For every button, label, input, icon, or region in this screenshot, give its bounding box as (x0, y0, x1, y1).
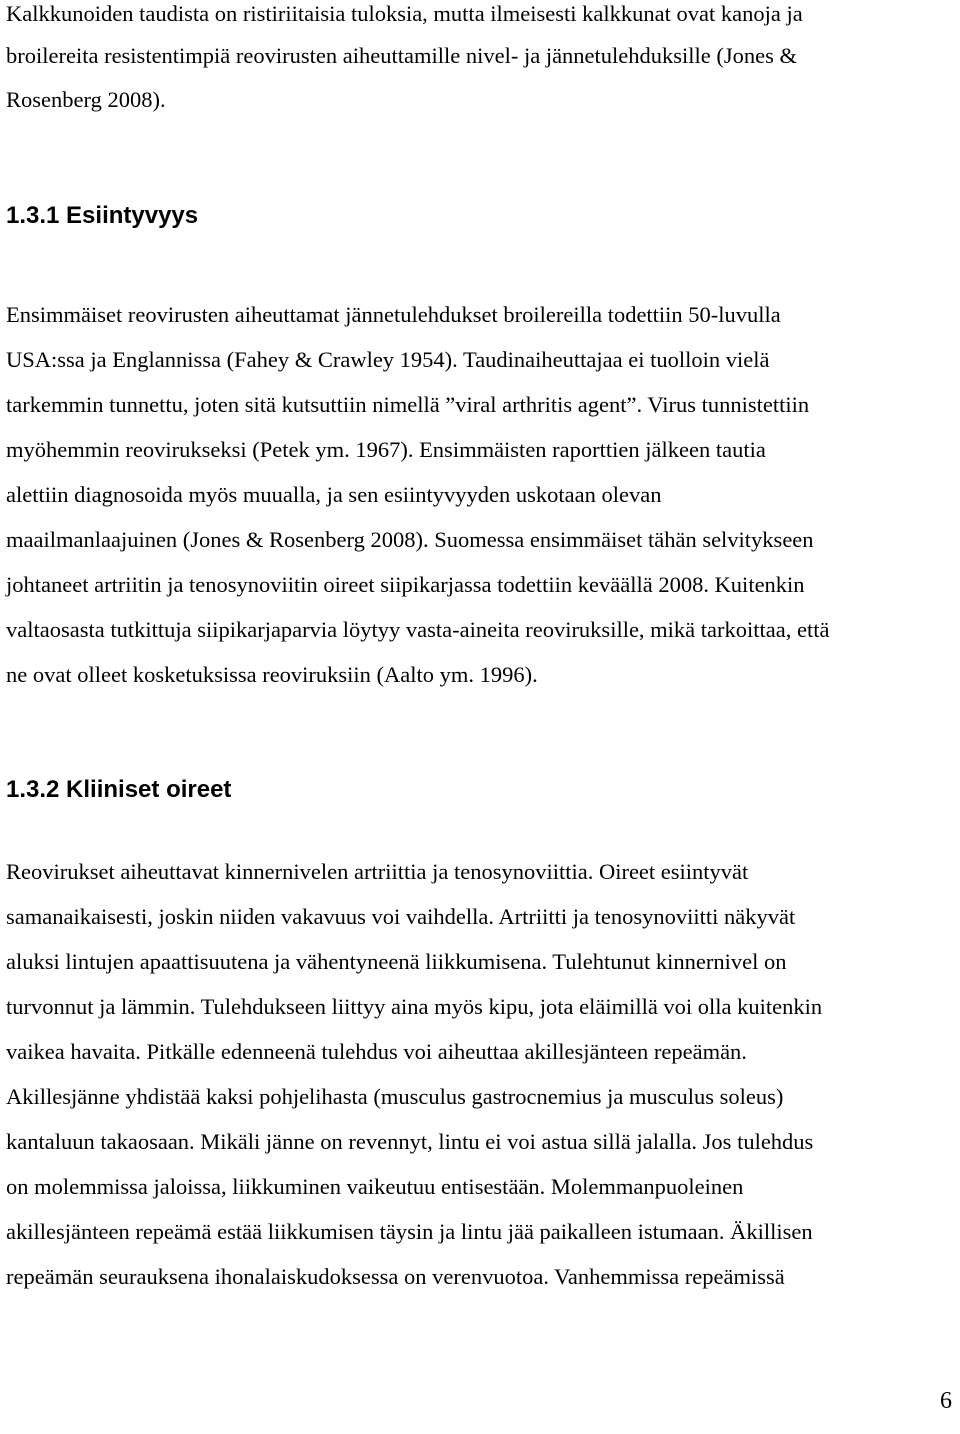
paragraph-line: turvonnut ja lämmin. Tulehdukseen liittyy aina myös kipu, jota eläimillä voi olla kuitenkin (6, 994, 823, 1019)
paragraph-line: Ensimmäiset reovirusten aiheuttamat jännetulehdukset broilereilla todettiin 50-luvulla (6, 302, 781, 327)
paragraph-line: ne ovat olleet kosketuksissa reoviruksiin (Aalto ym. 1996). (6, 662, 538, 687)
paragraph-line: Akillesjänne yhdistää kaksi pohjelihasta (musculus gastrocnemius ja musculus soleus) (6, 1084, 784, 1109)
paragraph-line: vaikea havaita. Pitkälle edenneenä tulehdus voi aiheuttaa akillesjänteen repeämän. (6, 1039, 747, 1064)
paragraph-line: samanaikaisesti, joskin niiden vakavuus voi vaihdella. Artriitti ja tenosynoviitti näkyvät (6, 904, 796, 929)
intro-line: broilereita resistentimpiä reovirusten aiheuttamille nivel- ja jännetulehduksille (Jones & (6, 43, 798, 68)
paragraph-line: alettiin diagnosoida myös muualla, ja sen esiintyvyyden uskotaan olevan (6, 482, 662, 507)
paragraph-line: Reovirukset aiheuttavat kinnernivelen artriittia ja tenosynoviittia. Oireet esiintyvät (6, 859, 749, 884)
paragraph-line: myöhemmin reovirukseksi (Petek ym. 1967). Ensimmäisten raporttien jälkeen tautia (6, 437, 766, 462)
intro-line: Rosenberg 2008). (6, 87, 166, 112)
paragraph-line: repeämän seurauksena ihonalaiskudoksessa on verenvuotoa. Vanhemmissa repeämissä (6, 1264, 785, 1289)
paragraph-line: johtaneet artriitin ja tenosynoviitin oireet siipikarjassa todettiin keväällä 2008. Kuitenkin (6, 572, 805, 597)
paragraph-line: USA:ssa ja Englannissa (Fahey & Crawley 1954). Taudinaiheuttajaa ei tuolloin vielä (6, 347, 770, 372)
paragraph-line: kantaluun takaosaan. Mikäli jänne on revennyt, lintu ei voi astua sillä jalalla. Jos tulehdus (6, 1129, 814, 1154)
paragraph-line: aluksi lintujen apaattisuutena ja vähentyneenä liikkumisena. Tulehtunut kinnernivel on (6, 949, 787, 974)
paragraph-line: valtaosasta tutkittuja siipikarjaparvia löytyy vasta-aineita reoviruksille, mikä tarkoittaa, että (6, 617, 830, 642)
page-number: 6 (940, 1388, 952, 1414)
section-heading-kliiniset-oireet: 1.3.2 Kliiniset oireet (6, 776, 232, 803)
paragraph-line: maailmanlaajuinen (Jones & Rosenberg 2008). Suomessa ensimmäiset tähän selvitykseen (6, 527, 814, 552)
paragraph-line: tarkemmin tunnettu, joten sitä kutsuttiin nimellä ”viral arthritis agent”. Virus tunnistettiin (6, 392, 810, 417)
intro-line: Kalkkunoiden taudista on ristiriitaisia tuloksia, mutta ilmeisesti kalkkunat ovat kanoja ja (6, 1, 803, 26)
section-heading-esiintyvyys: 1.3.1 Esiintyvyys (6, 202, 199, 229)
paragraph-line: on molemmissa jaloissa, liikkuminen vaikeutuu entisestään. Molemmanpuoleinen (6, 1174, 744, 1199)
paragraph-line: akillesjänteen repeämä estää liikkumisen täysin ja lintu jää paikalleen istumaan. Äkillisen (6, 1219, 813, 1244)
